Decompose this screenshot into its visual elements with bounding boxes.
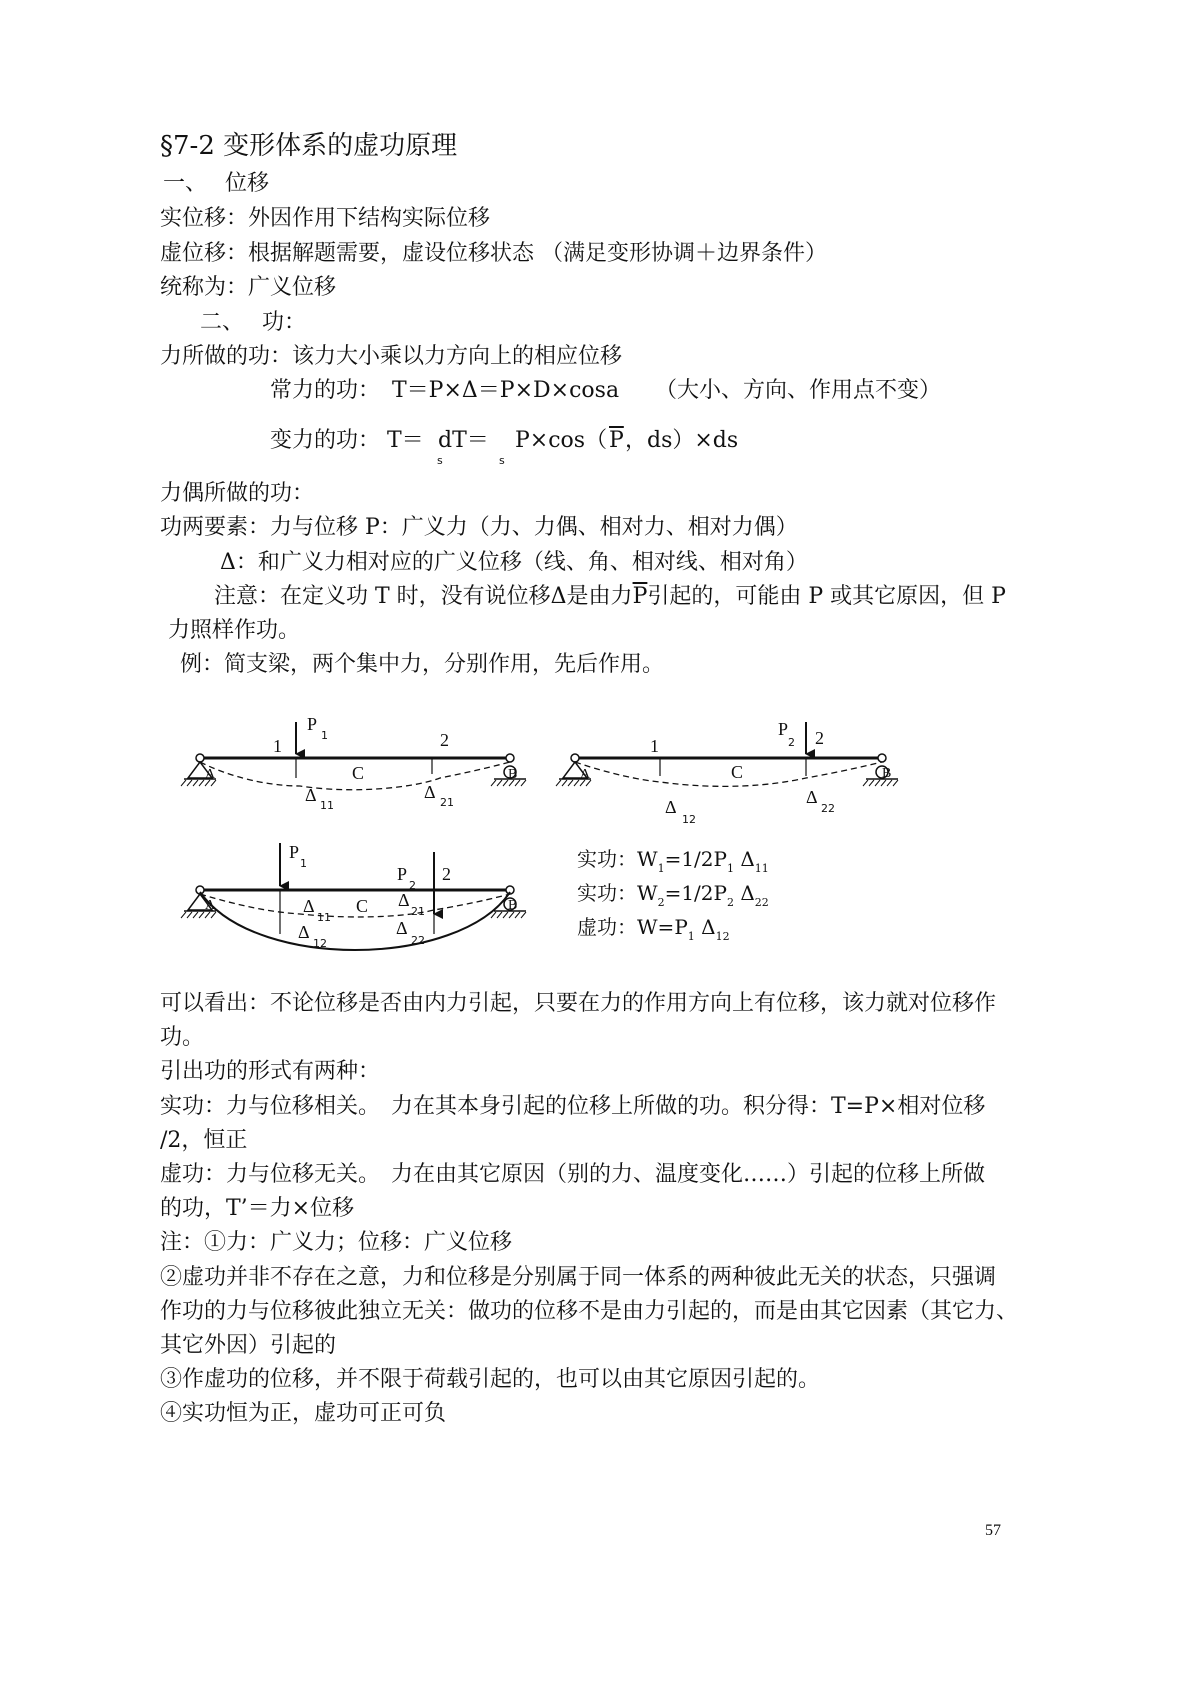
p1-subscript: 1 bbox=[687, 930, 695, 943]
text-line: ②虚功并非不存在之意，力和位移是分别属于同一体系的两种彼此无关的状态，只强调 bbox=[160, 1265, 997, 1290]
text-line: 虚位移：根据解题需要，虚设位移状态 （满足变形协调＋边界条件） bbox=[160, 241, 827, 266]
point-1-label: 1 bbox=[273, 736, 282, 756]
real-work-1-formula bbox=[577, 846, 769, 882]
delta-subscript: 21 bbox=[411, 905, 425, 918]
var-work-label: 变力的功： bbox=[270, 428, 381, 453]
var-work-formula: ，ds）×ds bbox=[625, 428, 739, 453]
w1-eq: =1/2P bbox=[664, 847, 727, 871]
p1-subscript: 1 bbox=[726, 862, 734, 875]
const-work-note: （大小、方向、作用点不变） bbox=[655, 378, 942, 403]
point-c-label: C bbox=[356, 896, 369, 916]
force-p1-label: P bbox=[289, 842, 300, 862]
note-text: 注意：在定义功 T 时，没有说位移Δ是由力 bbox=[214, 584, 633, 609]
virtual-work-formula bbox=[577, 914, 730, 950]
var-work-formula: P×cos（ bbox=[515, 428, 608, 453]
delta-label: Δ bbox=[303, 896, 315, 916]
delta-label: Δ bbox=[665, 797, 677, 817]
force-p2-subscript: 2 bbox=[409, 879, 416, 892]
var-work-formula: T＝ bbox=[387, 428, 424, 453]
integral-subscript: s bbox=[499, 454, 505, 467]
delta-subscript: 21 bbox=[440, 796, 454, 809]
section-heading-2: 二、 功： bbox=[200, 310, 306, 335]
support-a-label: A bbox=[205, 898, 216, 913]
real-work-2-formula bbox=[577, 880, 769, 916]
text-line: 功。 bbox=[160, 1025, 205, 1050]
support-b-label: B bbox=[508, 898, 518, 913]
delta-subscript: 11 bbox=[320, 799, 334, 812]
text-line: 功两要素：力与位移 P：广义力（力、力偶、相对力、相对力偶） bbox=[160, 515, 798, 540]
delta: Δ bbox=[740, 847, 755, 871]
var-work-formula: dT＝ bbox=[438, 428, 489, 453]
force-p2-label: P bbox=[778, 719, 789, 739]
const-work-formula: T＝P×Δ＝P×D×cosa bbox=[392, 378, 620, 403]
text-line: 力照样作功。 bbox=[168, 618, 301, 643]
point-c-label: C bbox=[731, 762, 744, 782]
force-p1-label: P bbox=[307, 714, 318, 734]
p-bar: $\overline{P}$ bbox=[632, 584, 648, 609]
const-work-label: 常力的功： bbox=[270, 378, 381, 403]
force-p1-subscript: 1 bbox=[321, 729, 328, 742]
delta-subscript: 11 bbox=[317, 911, 331, 924]
delta-subscript: 22 bbox=[821, 802, 835, 815]
text-line: 虚功：力与位移无关。 力在由其它原因（别的力、温度变化……）引起的位移上所做 bbox=[160, 1162, 986, 1187]
text-line: 引出功的形式有两种： bbox=[160, 1059, 381, 1084]
delta: Δ bbox=[701, 915, 716, 939]
text-line: 力所做的功：该力大小乘以力方向上的相应位移 bbox=[160, 344, 623, 369]
note-text: 引起的，可能由 P 或其它原因，但 P bbox=[647, 584, 1006, 609]
text-line: 注：①力：广义力；位移：广义位移 bbox=[160, 1230, 513, 1255]
delta-subscript: 22 bbox=[754, 896, 769, 909]
w2-eq: =1/2P bbox=[664, 881, 727, 905]
delta-subscript: 11 bbox=[754, 862, 769, 875]
w3-label: 虚功：W=P bbox=[577, 915, 688, 939]
p2-subscript: 2 bbox=[726, 896, 734, 909]
text-line: 实功：力与位移相关。 力在其本身引起的位移上所做的功。积分得：T=P×相对位移 bbox=[160, 1094, 986, 1119]
text-line: Δ：和广义力相对应的广义位移（线、角、相对线、相对角） bbox=[220, 550, 808, 575]
integral-subscript: s bbox=[437, 454, 443, 467]
point-c-label: C bbox=[352, 763, 365, 783]
text-line: 统称为：广义位移 bbox=[160, 275, 337, 300]
point-2-label: 2 bbox=[815, 728, 824, 748]
page-number: 57 bbox=[985, 1522, 1001, 1539]
delta-subscript: 22 bbox=[411, 934, 425, 947]
text-line: 力偶所做的功： bbox=[160, 481, 315, 506]
delta-subscript: 12 bbox=[682, 813, 696, 826]
delta-label: Δ bbox=[396, 918, 408, 938]
delta: Δ bbox=[740, 881, 755, 905]
support-a-label: A bbox=[205, 767, 216, 782]
force-p1-subscript: 1 bbox=[300, 857, 307, 870]
p-bar: $\overline{P}$ bbox=[609, 428, 624, 453]
text-line: 例：简支梁，两个集中力，分别作用，先后作用。 bbox=[180, 652, 665, 677]
text-line: 可以看出：不论位移是否由内力引起，只要在力的作用方向上有位移，该力就对位移作 bbox=[160, 991, 997, 1016]
point-1-label: 1 bbox=[650, 736, 659, 756]
delta-subscript: 12 bbox=[313, 937, 327, 950]
w2-label: 实功：W bbox=[577, 881, 658, 905]
w2-subscript: 2 bbox=[657, 896, 665, 909]
delta-label: Δ bbox=[398, 890, 410, 910]
text-line: /2，恒正 bbox=[160, 1128, 248, 1153]
point-2-label: 2 bbox=[440, 730, 449, 750]
delta-label: Δ bbox=[424, 782, 436, 802]
point-2-label: 2 bbox=[442, 864, 451, 884]
delta-subscript: 12 bbox=[715, 930, 730, 943]
section-heading-1: 一、 位移 bbox=[163, 171, 269, 196]
text-line: 作功的力与位移彼此独立无关：做功的位移不是由力引起的，而是由其它因素（其它力、 bbox=[160, 1299, 1019, 1324]
support-b-label: B bbox=[882, 766, 892, 781]
beam-figure-3 bbox=[181, 843, 526, 950]
beam-figure-2 bbox=[556, 722, 898, 786]
force-p2-subscript: 2 bbox=[788, 736, 795, 749]
w1-subscript: 1 bbox=[657, 862, 665, 875]
delta-label: Δ bbox=[305, 785, 317, 805]
delta-label: Δ bbox=[806, 787, 818, 807]
force-p2-label: P bbox=[397, 864, 408, 884]
text-line: 的功，T’＝力×位移 bbox=[160, 1196, 355, 1221]
text-line: 其它外因）引起的 bbox=[160, 1333, 337, 1358]
text-line: ④实功恒为正，虚功可正可负 bbox=[160, 1401, 447, 1426]
w1-label: 实功：W bbox=[577, 847, 658, 871]
page-title: §7-2 变形体系的虚功原理 bbox=[160, 131, 458, 161]
text-line: ③作虚功的位移，并不限于荷载引起的，也可以由其它原因引起的。 bbox=[160, 1367, 821, 1392]
support-a-label: A bbox=[580, 767, 591, 782]
text-line: 实位移：外因作用下结构实际位移 bbox=[160, 206, 491, 231]
delta-label: Δ bbox=[298, 922, 310, 942]
support-b-label: B bbox=[508, 767, 518, 782]
